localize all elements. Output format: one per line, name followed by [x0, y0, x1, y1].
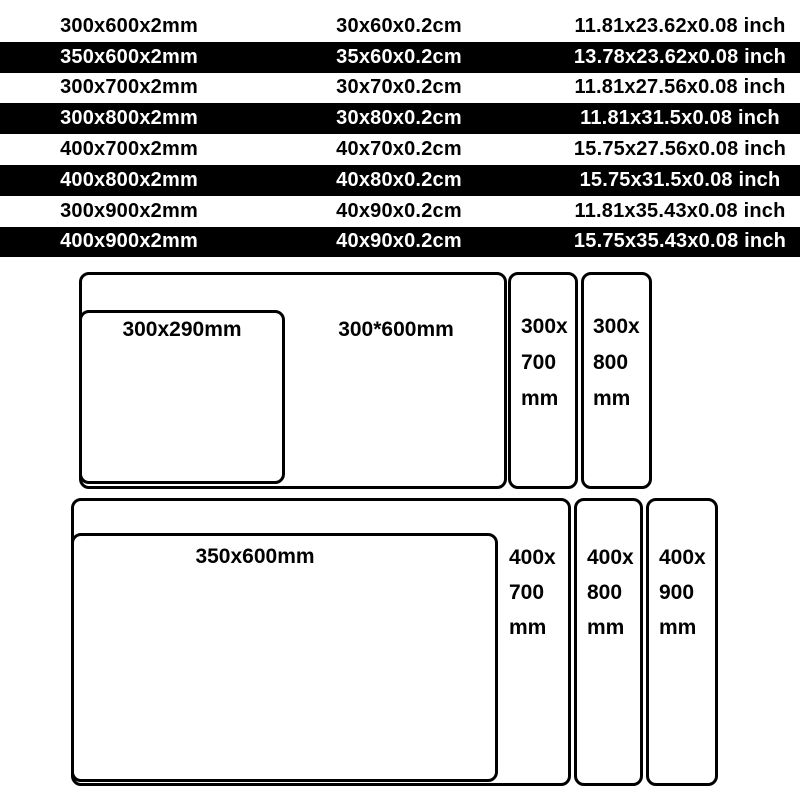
label-line: 900 — [659, 581, 695, 604]
label-line: mm — [593, 387, 631, 410]
label-300x600: 300*600mm — [338, 318, 454, 341]
size-inch: 15.75x27.56x0.08 inch — [573, 138, 787, 161]
size-cm: 35x60x0.2cm — [336, 45, 462, 68]
label-line: mm — [587, 616, 625, 639]
label-300x700 — [521, 309, 577, 417]
label-line: 300x — [593, 315, 640, 338]
label-400x700 — [509, 540, 567, 645]
size-cm: 40x70x0.2cm — [336, 138, 462, 161]
table-row — [0, 11, 800, 42]
rect-350x600 — [71, 533, 498, 782]
label-line: 400x — [587, 546, 634, 569]
size-cm: 30x80x0.2cm — [336, 107, 462, 130]
size-mm: 400x900x2mm — [60, 230, 198, 253]
table-row — [0, 227, 800, 258]
label-line: mm — [521, 387, 559, 410]
size-mm: 300x700x2mm — [60, 76, 198, 99]
label-300x290: 300x290mm — [122, 318, 242, 341]
label-line: mm — [659, 616, 697, 639]
label-line: 800 — [593, 351, 629, 374]
table-row — [0, 196, 800, 227]
label-line: 300x — [521, 315, 568, 338]
label-400x800 — [587, 540, 641, 645]
size-cm: 30x60x0.2cm — [336, 14, 462, 37]
label-line: mm — [509, 616, 547, 639]
size-mm: 300x600x2mm — [60, 14, 198, 37]
size-inch: 13.78x23.62x0.08 inch — [573, 45, 787, 68]
size-cm: 30x70x0.2cm — [336, 76, 462, 99]
label-line: 700 — [509, 581, 545, 604]
size-cm: 40x80x0.2cm — [336, 168, 462, 191]
table-row — [0, 103, 800, 134]
size-mm: 350x600x2mm — [60, 45, 198, 68]
label-line: 800 — [587, 581, 623, 604]
table-row — [0, 134, 800, 165]
size-cm: 40x90x0.2cm — [336, 199, 462, 222]
label-350x600: 350x600mm — [195, 545, 315, 568]
label-line: 400x — [509, 546, 556, 569]
size-inch: 11.81x31.5x0.08 inch — [580, 107, 780, 130]
size-inch: 11.81x35.43x0.08 inch — [574, 199, 786, 222]
size-inch: 15.75x31.5x0.08 inch — [579, 168, 781, 191]
size-mm: 300x900x2mm — [60, 199, 198, 222]
table-row — [0, 73, 800, 104]
label-line: 400x — [659, 546, 706, 569]
label-line: 700 — [521, 351, 557, 374]
size-inch: 11.81x27.56x0.08 inch — [574, 76, 786, 99]
table-row — [0, 165, 800, 196]
size-inch: 15.75x35.43x0.08 inch — [573, 230, 787, 253]
label-400x900 — [659, 540, 715, 645]
label-300x800 — [593, 309, 649, 417]
table-row — [0, 42, 800, 73]
size-mm: 400x700x2mm — [60, 138, 198, 161]
size-inch: 11.81x23.62x0.08 inch — [574, 14, 786, 37]
size-mm: 300x800x2mm — [60, 107, 198, 130]
size-cm: 40x90x0.2cm — [336, 230, 462, 253]
size-table — [0, 0, 800, 257]
size-mm: 400x800x2mm — [60, 168, 198, 191]
